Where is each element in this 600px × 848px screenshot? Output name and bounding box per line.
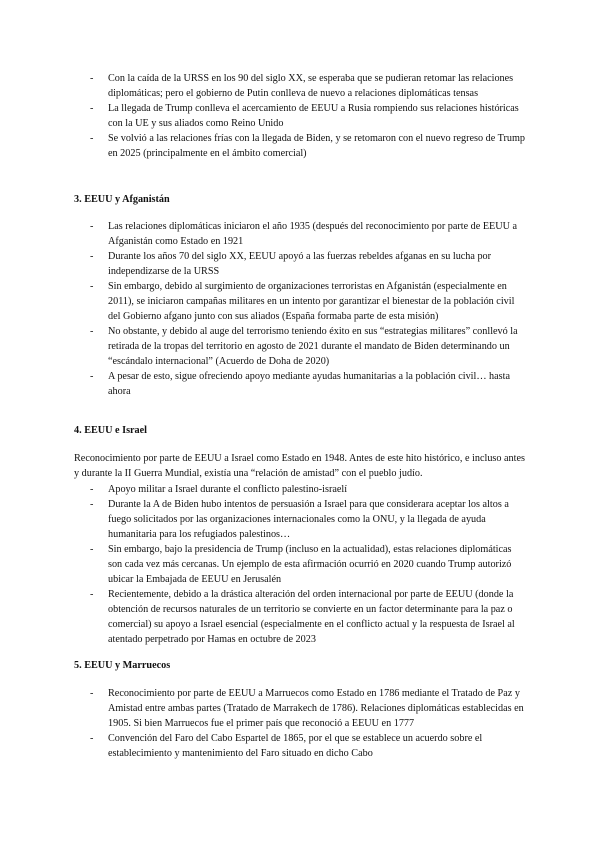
afganistan-list bbox=[0, 219, 600, 399]
section-heading: 3. EEUU y Afganistán bbox=[74, 194, 170, 205]
section-heading: 4. EEUU e Israel bbox=[74, 425, 148, 436]
israel-list bbox=[0, 482, 600, 647]
list-item: - No obstante, y debido al auge del terrorismo teniendo éxito en sus “estrategias militares” conllevó la retirada de la tropas del territorio en agosto de 2021 durante el mandato de Biden determinando un “escándalo internacional” (Acuerdo de Doha de 2020) bbox=[90, 326, 518, 367]
urss-list bbox=[0, 71, 600, 161]
list-item: - La llegada de Trump conlleva el acercamiento de EEUU a Rusia rompiendo sus relaciones históricas con la UE y sus aliados como Reino Unido bbox=[90, 103, 519, 129]
list-item: - Reconocimiento por parte de EEUU a Marruecos como Estado en 1786 mediante el Tratado de Paz y Amistad entre ambas partes (Tratado de Marrakech de 1786). Relaciones diplomáticas establecidas en 1905. Si bien Marruecos fue el primer país que reconoció a EEUU en 1777 bbox=[90, 688, 524, 729]
marruecos-list bbox=[0, 686, 600, 761]
section-heading: 5. EEUU y Marruecos bbox=[74, 660, 171, 671]
list-item: - Apoyo militar a Israel durante el conflicto palestino-israelí bbox=[90, 484, 348, 495]
section-intro: Reconocimiento por parte de EEUU a Israel como Estado en 1948. Antes de este hito histórico, e incluso antes y durante la II Guerra Mundial, existía una “relación de amistad” con el pueblo judío. bbox=[74, 453, 525, 479]
list-item: - Se volvió a las relaciones frías con la llegada de Biden, y se retomaron con el nuevo regreso de Trump en 2025 (principalmente en el ámbito comercial) bbox=[90, 133, 526, 159]
list-item: - Sin embargo, debido al surgimiento de organizaciones terroristas en Afganistán (especialmente en 2011), se iniciaron campañas militares en un intento por garantizar el bienestar de la población civil del Gobierno afgano junto con sus aliados (España formaba parte de esta misión) bbox=[90, 281, 515, 322]
list-item: - A pesar de esto, sigue ofreciendo apoyo mediante ayudas humanitarias a la población civil… hasta ahora bbox=[90, 371, 510, 397]
list-item: - Durante los años 70 del siglo XX, EEUU apoyó a las fuerzas rebeldes afganas en su lucha por independizarse de la URSS bbox=[90, 251, 492, 277]
list-item: - Durante la A de Biden hubo intentos de persuasión a Israel para que considerara aceptar los altos a fuego solicitados por las organizaciones internacionales como la ONU, y la llegada de ayuda humanitaria para los refugiados palestinos… bbox=[90, 499, 509, 540]
list-item: - Sin embargo, bajo la presidencia de Trump (incluso en la actualidad), estas relaciones diplomáticas son cada vez más cercanas. Un ejemplo de esta afirmación ocurrió en 2020 cuando Trump autorizó ubicar la Embajada de EEUU en Jerusalén bbox=[90, 544, 512, 585]
list-item: - Con la caída de la URSS en los 90 del siglo XX, se esperaba que se pudieran retomar las relaciones diplomáticas; pero el gobierno de Putin conlleva de nuevo a relaciones diplomáticas tensas bbox=[90, 73, 514, 99]
list-item: - Recientemente, debido a la drástica alteración del orden internacional por parte de EEUU (donde la obtención de recursos naturales de un territorio se convierte en un factor determinante para la paz o comercial) su apoyo a Israel esencial (especialmente en el conflicto actual y la respuesta de Israel al atentado perpetrado por Hamas en octubre de 2023 bbox=[90, 589, 515, 645]
list-item: - Convención del Faro del Cabo Espartel de 1865, por el que se establece un acuerdo sobre el establecimiento y mantenimiento del Faro situado en dicho Cabo bbox=[90, 733, 483, 759]
list-item: - Las relaciones diplomáticas iniciaron el año 1935 (después del reconocimiento por parte de EEUU a Afganistán como Estado en 1921 bbox=[90, 221, 518, 247]
